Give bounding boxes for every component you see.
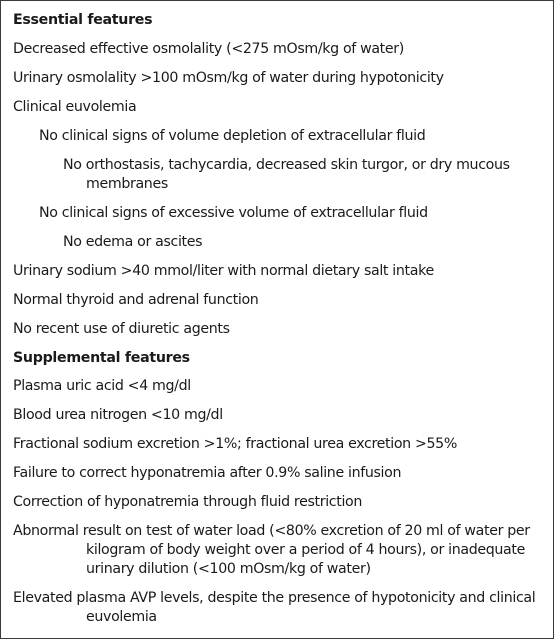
criterion-clinical-euvolemia: Clinical euvolemia (13, 99, 137, 115)
criterion-fluid-restriction: Correction of hyponatremia through fluid restriction (13, 494, 363, 510)
criterion-no-diuretics: No recent use of diuretic agents (13, 321, 230, 337)
criterion-urinary-osmolality: Urinary osmolality >100 mOsm/kg of water during hypotonicity (13, 70, 444, 86)
criterion-water-load: Abnormal result on test of water load (<80% excretion of 20 ml of water per (13, 523, 530, 539)
criterion-blood-urea-nitrogen: Blood urea nitrogen <10 mg/dl (13, 407, 223, 423)
criterion-no-orthostasis-continued: membranes (86, 176, 168, 192)
criterion-decreased-osmolality: Decreased effective osmolality (<275 mOsm/kg of water) (13, 41, 404, 57)
criterion-water-load-continued-1: kilogram of body weight over a period of 4 hours), or inadequate (86, 542, 525, 558)
criterion-avp-levels: Elevated plasma AVP levels, despite the presence of hypotonicity and clinical (13, 590, 536, 606)
criterion-uric-acid: Plasma uric acid <4 mg/dl (13, 378, 191, 394)
criterion-no-edema: No edema or ascites (63, 234, 203, 250)
criterion-urinary-sodium: Urinary sodium >40 mmol/liter with normal dietary salt intake (13, 263, 434, 279)
criterion-no-volume-depletion: No clinical signs of volume depletion of extracellular fluid (39, 128, 426, 144)
supplemental-features-heading: Supplemental features (13, 350, 190, 366)
criterion-fractional-excretion: Fractional sodium excretion >1%; fractional urea excretion >55% (13, 436, 457, 452)
criterion-no-orthostasis: No orthostasis, tachycardia, decreased skin turgor, or dry mucous (63, 157, 510, 173)
criterion-avp-levels-continued: euvolemia (86, 609, 157, 625)
criterion-water-load-continued-2: urinary dilution (<100 mOsm/kg of water) (86, 561, 371, 577)
criterion-saline-infusion: Failure to correct hyponatremia after 0.9% saline infusion (13, 465, 402, 481)
criterion-thyroid-adrenal: Normal thyroid and adrenal function (13, 292, 259, 308)
essential-features-heading: Essential features (13, 12, 153, 28)
criterion-no-excessive-volume: No clinical signs of excessive volume of extracellular fluid (39, 205, 428, 221)
